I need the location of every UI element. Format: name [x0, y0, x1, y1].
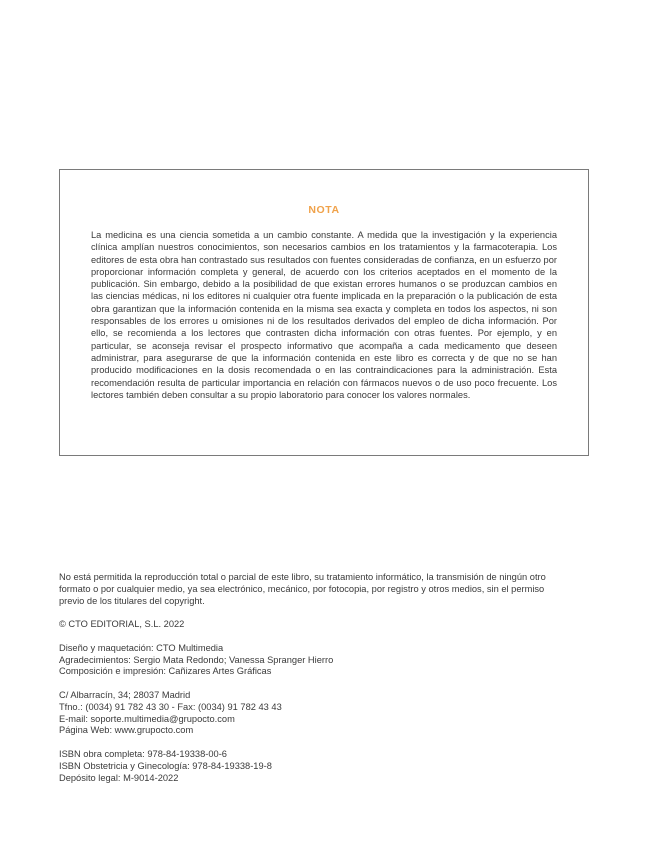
isbn-complete-line: ISBN obra completa: 978-84-19338-00-6 — [59, 748, 227, 759]
copyright-line: © CTO EDITORIAL, S.L. 2022 — [59, 619, 185, 630]
address-line: C/ Albarracín, 34; 28037 Madrid — [59, 689, 191, 700]
printing-credit: Composición e impresión: Cañizares Artes Gráficas — [59, 666, 272, 677]
reproduction-notice: No está permitida la reproducción total o parcial de este libro, su tratamiento informático, la transmisión de ningún otro formato o por cualquier medio, ya sea electrónico, mecánico, por fotocopia, por registro y otros medios, sin el permiso previo de los titulares del copyright. — [59, 572, 546, 606]
legal-deposit-line: Depósito legal: M-9014-2022 — [59, 772, 179, 783]
acknowledgements-credit: Agradecimientos: Sergio Mata Redondo; Vanessa Spranger Hierro — [59, 654, 334, 665]
isbn-volume-line: ISBN Obstetricia y Ginecología: 978-84-19338-19-8 — [59, 760, 272, 771]
web-line: Página Web: www.grupocto.com — [59, 725, 194, 736]
email-line: E-mail: soporte.multimedia@grupocto.com — [59, 713, 235, 724]
phone-line: Tfno.: (0034) 91 782 43 30 - Fax: (0034) 91 782 43 43 — [59, 701, 282, 712]
note-title: NOTA — [308, 204, 340, 216]
legal-section — [59, 572, 549, 784]
note-body: La medicina es una ciencia sometida a un cambio constante. A medida que la investigación y la experiencia clínica amplían nuestros conocimientos, son necesarios cambios en los tratamientos y la farmacoterapia. Los editores de esta obra han contrastado sus resultados con fuentes consideradas de confianza, en un esfuerzo por proporcionar información completa y general, de acuerdo con los criterios aceptados en el momento de la publicación. Sin embargo, debido a la posibilidad de que existan errores humanos o se produzcan cambios en las ciencias médicas, ni los editores ni cualquier otra fuente implicada en la preparación o la publicación de esta obra garantizan que la información contenida en la misma sea exacta y completa en todos los aspectos, ni son responsables de los errores u omisiones ni de los resultados derivados del empleo de dicha información. Por ello, se recomienda a los lectores que contrasten dicha información con otras fuentes. Por ejemplo, y en particular, se aconseja revisar el prospecto informativo que acompaña a cada medicamento que deseen administrar, para asegurarse de que la información contenida en este libro es correcta y de que no se han producido modificaciones en la dosis recomendada o en las contraindicaciones para la administración. Esta recomendación resulta de particular importancia en relación con fármacos nuevos o de uso poco frecuente. Los lectores también deben consultar a su propio laboratorio para conocer los valores normales. — [91, 230, 557, 400]
design-credit: Diseño y maquetación: CTO Multimedia — [59, 642, 224, 653]
note-box — [59, 169, 589, 456]
